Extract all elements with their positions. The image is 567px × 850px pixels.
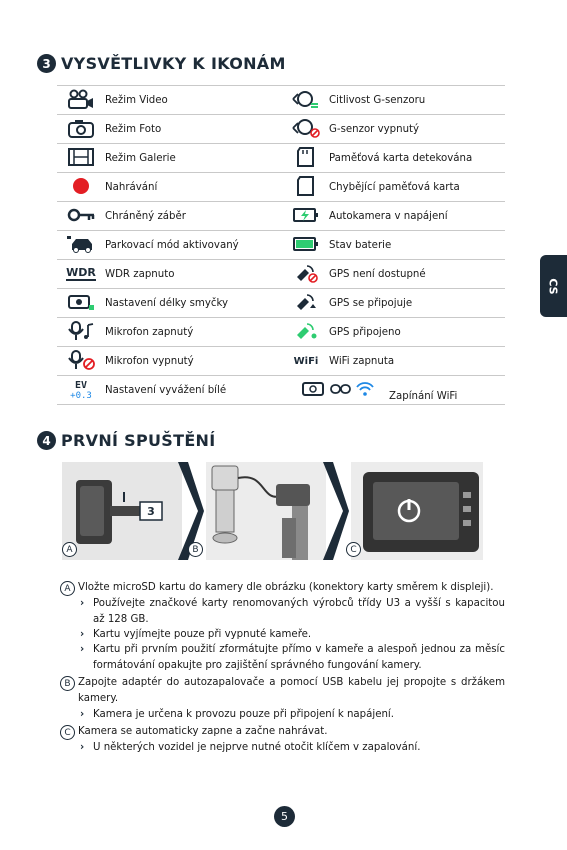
icon-label: GPS připojeno — [329, 318, 505, 347]
icon-cell — [57, 376, 105, 405]
icon-legend-row — [57, 289, 505, 318]
section-number: 4 — [37, 431, 56, 450]
icon-label: WiFi zapnuta — [329, 347, 505, 376]
chevron-right-icon: › — [80, 742, 85, 753]
icon-cell — [57, 173, 105, 202]
gps-connecting-icon — [291, 292, 321, 312]
icon-cell — [283, 347, 329, 376]
svg-text:3: 3 — [147, 505, 155, 518]
wifi-text-icon: WiFi — [293, 355, 319, 367]
icon-label: Citlivost G-senzoru — [329, 86, 505, 115]
film-strip-icon — [66, 147, 96, 167]
icon-label: Chybějící paměťová karta — [329, 173, 505, 202]
step-b-text: Zapojte adaptér do autozapalovače a pomocí USB kabelu jej propojte s držákem kamery. — [78, 677, 505, 704]
icon-label: Parkovací mód aktivovaný — [105, 231, 283, 260]
step-a-label: A — [62, 542, 77, 557]
section-3-header — [37, 54, 286, 73]
photo-camera-icon — [66, 118, 96, 138]
section-title: VYSVĚTLIVKY K IKONÁM — [61, 54, 286, 73]
icon-cell — [57, 231, 105, 260]
gps-unavailable-icon — [291, 263, 321, 283]
step-b-marker: B — [60, 676, 75, 691]
section-number: 3 — [37, 54, 56, 73]
step-c-marker: C — [60, 725, 75, 740]
instruction-bullet: › U některých vozidel je nejprve nutné otočit klíčem v zapalování. — [80, 740, 505, 756]
icon-cell — [283, 86, 329, 115]
section-4-header — [37, 431, 216, 450]
icon-cell — [57, 115, 105, 144]
icon-cell — [57, 144, 105, 173]
icon-cell — [57, 289, 105, 318]
icon-legend-row — [57, 115, 505, 144]
step-b-label: B — [188, 542, 203, 557]
page-number: 5 — [274, 806, 295, 827]
icon-cell — [283, 318, 329, 347]
icon-label: Zapínání WiFi — [389, 390, 458, 402]
instruction-bullet: › Kamera je určena k provozu pouze při připojení k napájení. — [80, 707, 505, 723]
wifi-enable-icon — [301, 379, 385, 399]
language-tab — [540, 255, 567, 317]
icon-legend-table — [57, 85, 505, 405]
icon-legend-row — [57, 260, 505, 289]
instruction-bullet: › Kartu při prvním použití zformátujte přímo v kameře a alespoň jednou za měsíc formátování opakujte pro zajištění správného fungování kamery. — [80, 644, 505, 671]
icon-legend-row — [57, 173, 505, 202]
step-a-text: Vložte microSD kartu do kamery dle obrázku (konektory karty směrem k displeji). — [78, 582, 494, 593]
icon-label: WDR zapnuto — [105, 260, 283, 289]
step-c-label: C — [346, 542, 361, 557]
icon-legend-row — [57, 144, 505, 173]
icon-label: Mikrofon vypnutý — [105, 347, 283, 376]
icon-cell — [283, 144, 329, 173]
icon-label: Nahrávání — [105, 173, 283, 202]
icon-label: Nastavení vyvážení bílé — [105, 376, 283, 405]
icon-legend-row — [57, 318, 505, 347]
illustration-camera-on — [351, 462, 483, 560]
icon-label: Nastavení délky smyčky — [105, 289, 283, 318]
icon-label: Autokamera v napájení — [329, 202, 505, 231]
icon-cell — [57, 347, 105, 376]
microphone-off-icon — [66, 350, 96, 370]
icon-legend-row — [57, 86, 505, 115]
icon-cell — [283, 173, 329, 202]
step-c-text: Kamera se automaticky zapne a začne nahrávat. — [78, 726, 328, 737]
g-sensor-off-icon — [291, 118, 321, 138]
instruction-bullet: › Používejte značkové karty renomovaných výrobců třídy U3 a vyšší s kapacitou až 128 GB. — [80, 598, 505, 625]
illustration-connect-adapter — [206, 462, 326, 560]
language-code: CS — [546, 277, 560, 295]
icon-legend-row — [57, 347, 505, 376]
icon-cell — [283, 376, 505, 405]
icon-cell — [57, 260, 105, 289]
instruction-bullet: › Kartu vyjímejte pouze při vypnuté kameře. — [80, 627, 505, 643]
icon-legend-row — [57, 202, 505, 231]
illustration-insert-card — [62, 462, 182, 560]
icon-cell — [57, 318, 105, 347]
chevron-right-icon: › — [80, 709, 85, 720]
icon-label: Režim Galerie — [105, 144, 283, 173]
video-camera-icon — [66, 89, 96, 109]
loop-recording-icon — [66, 292, 96, 312]
wdr-icon: WDR — [66, 266, 96, 279]
record-dot-icon — [66, 176, 96, 196]
icon-label: GPS není dostupné — [329, 260, 505, 289]
icon-label: Stav baterie — [329, 231, 505, 260]
icon-label: G-senzor vypnutý — [329, 115, 505, 144]
icon-cell — [283, 231, 329, 260]
icon-label: Režim Video — [105, 86, 283, 115]
icon-legend-row — [57, 376, 505, 405]
section-title: PRVNÍ SPUŠTĚNÍ — [61, 431, 216, 450]
icon-label: Režim Foto — [105, 115, 283, 144]
microphone-on-icon — [66, 321, 96, 341]
icon-cell — [283, 289, 329, 318]
ev-icon: EV +0.3 — [70, 379, 92, 401]
chevron-right-icon: › — [80, 598, 85, 609]
arrow-chevron-icon — [319, 462, 349, 560]
sd-card-icon — [291, 147, 321, 167]
icon-label: Paměťová karta detekována — [329, 144, 505, 173]
key-icon — [66, 205, 96, 225]
icon-cell — [57, 202, 105, 231]
chevron-right-icon: › — [80, 644, 85, 655]
battery-charging-icon — [291, 205, 321, 225]
sd-card-missing-icon — [291, 176, 321, 196]
icon-cell — [57, 86, 105, 115]
gps-connected-icon — [291, 321, 321, 341]
icon-legend-row — [57, 231, 505, 260]
icon-cell — [283, 202, 329, 231]
chevron-right-icon: › — [80, 629, 85, 640]
icon-cell — [283, 115, 329, 144]
g-sensor-icon — [291, 89, 321, 109]
icon-label: Mikrofon zapnutý — [105, 318, 283, 347]
icon-label: GPS se připojuje — [329, 289, 505, 318]
icon-label: Chráněný záběr — [105, 202, 283, 231]
parked-car-icon — [66, 234, 96, 254]
icon-cell — [283, 260, 329, 289]
step-a-marker: A — [60, 581, 75, 596]
battery-full-icon — [291, 234, 321, 254]
